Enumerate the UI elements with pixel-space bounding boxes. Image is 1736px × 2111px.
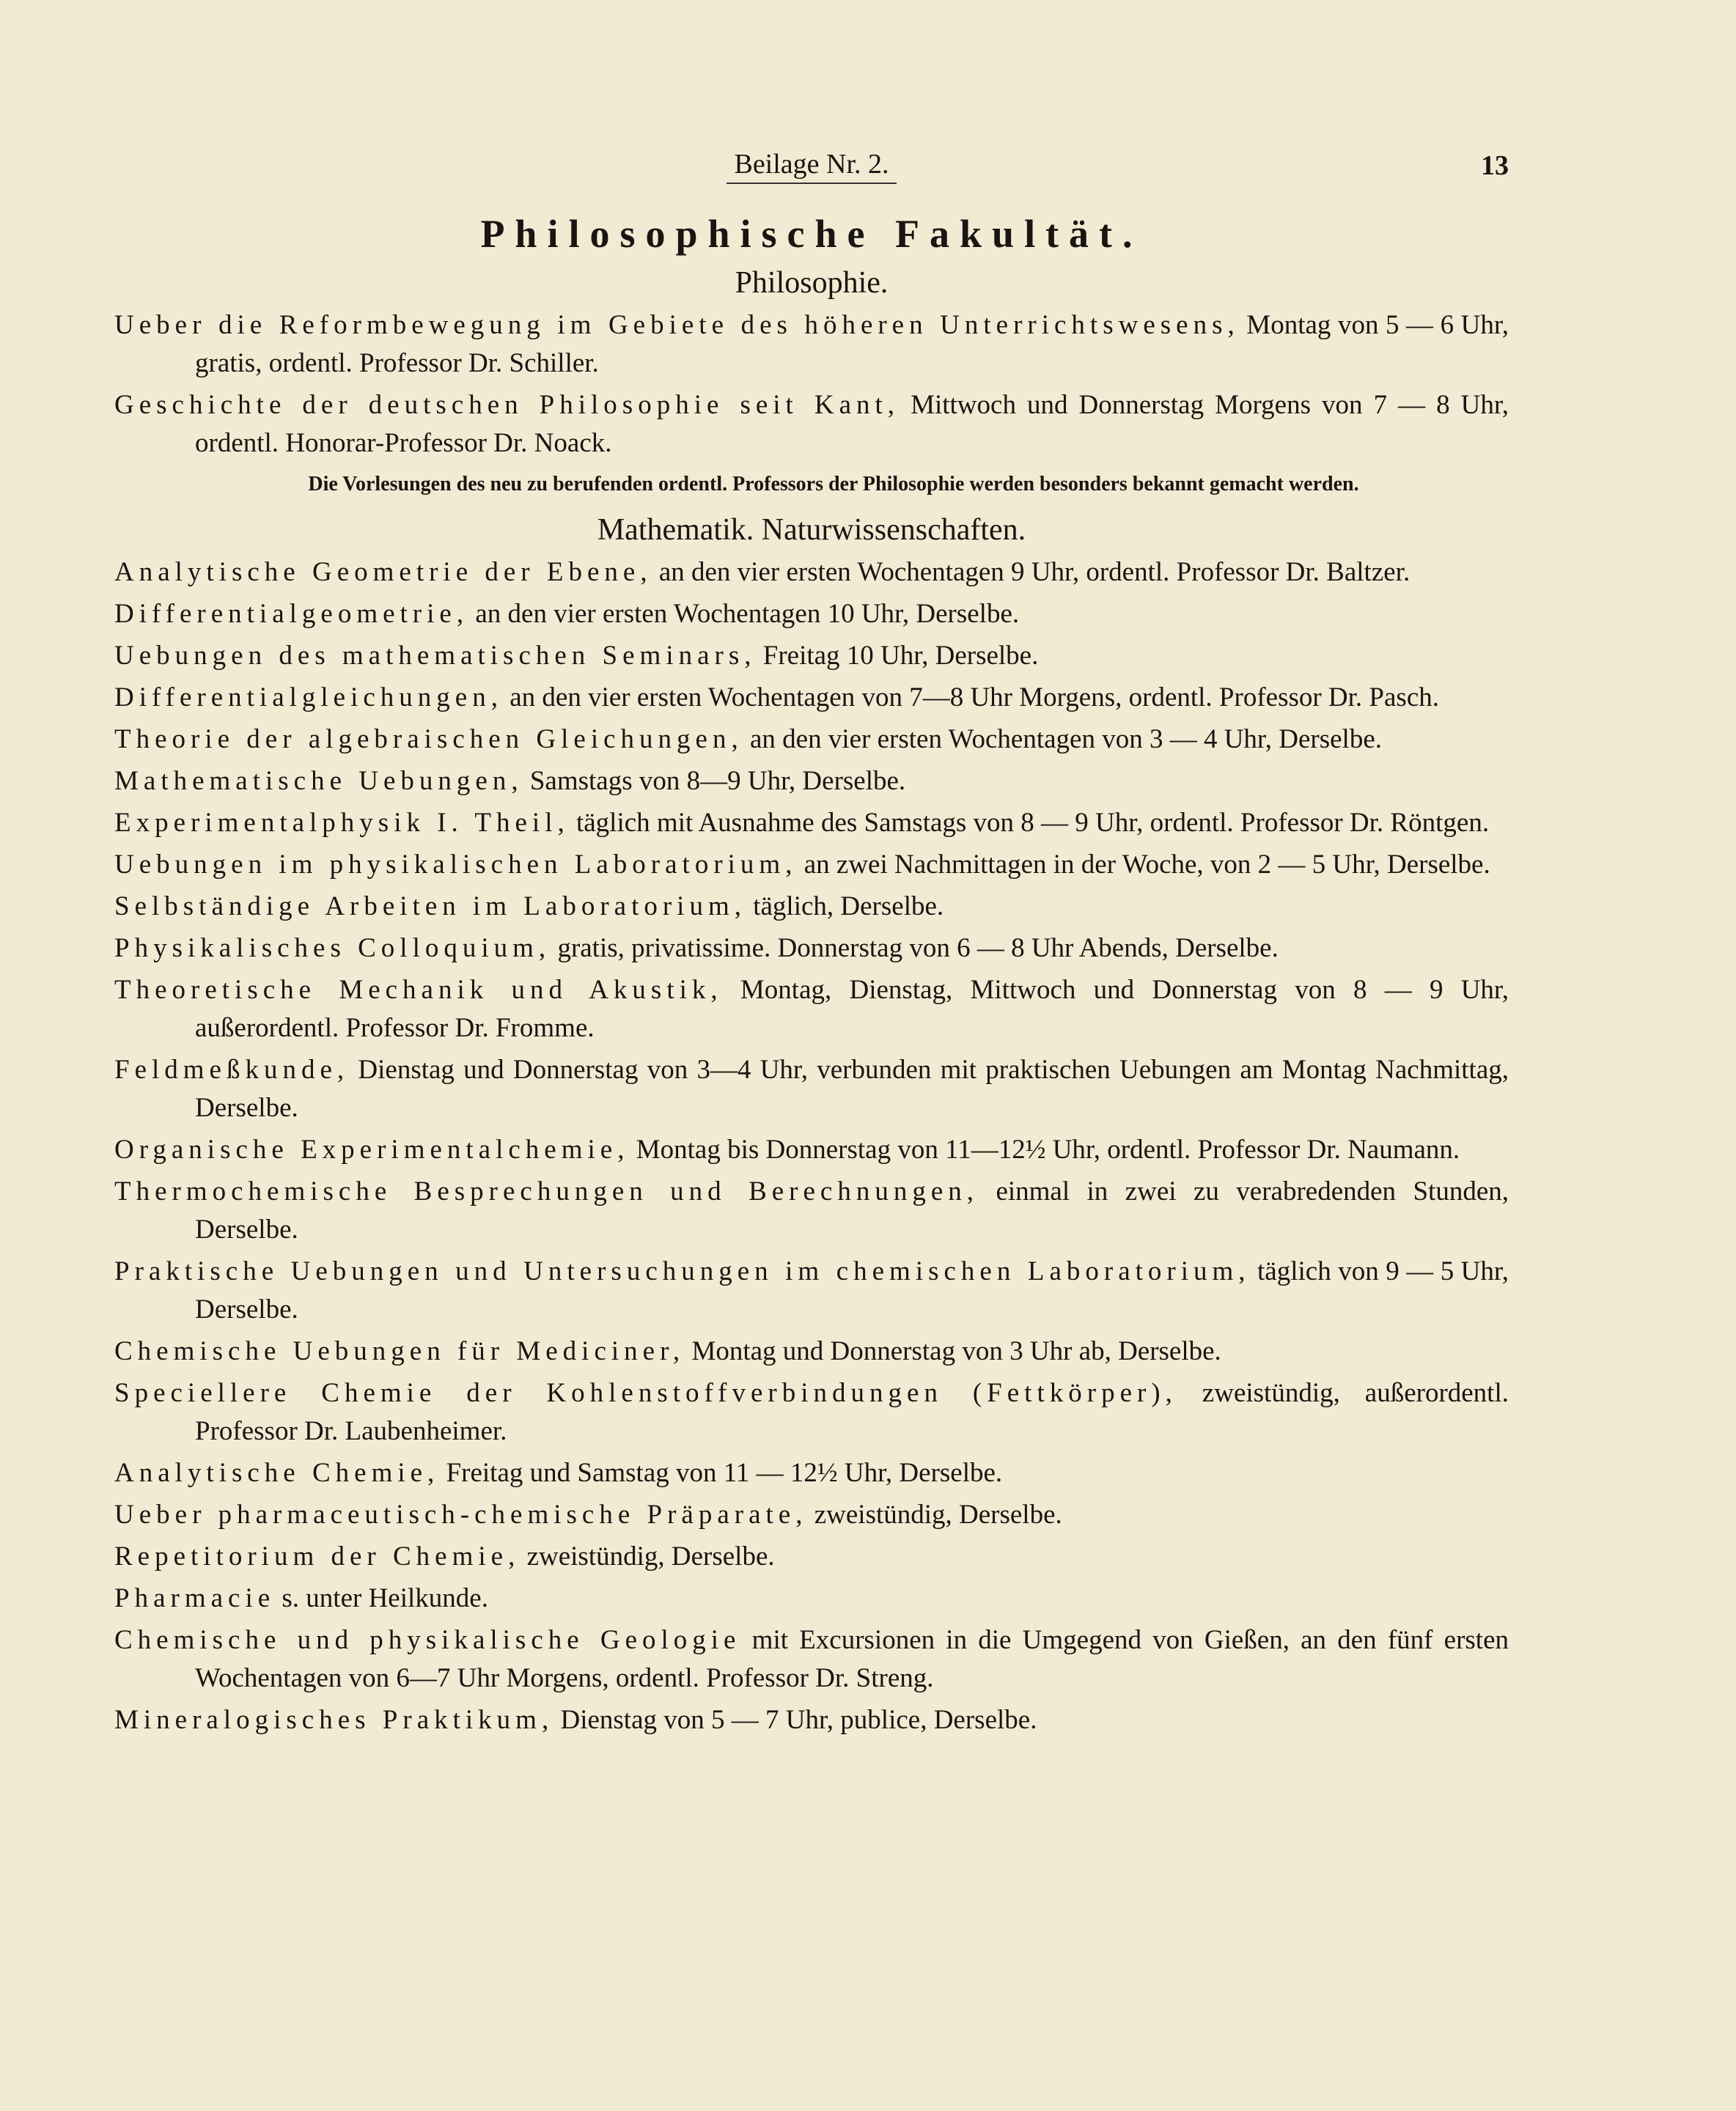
lecture-title: Ueber pharmaceutisch-chemische Präparate, xyxy=(114,1500,808,1530)
lecture-details: zweistündig, Derselbe. xyxy=(807,1500,1062,1530)
lecture-title: Chemische und physikalische Geologie xyxy=(114,1625,741,1655)
lecture-details: Montag und Donnerstag von 3 Uhr ab, Derselbe. xyxy=(685,1336,1221,1366)
lecture-details: täglich mit Ausnahme des Samstags von 8 — 9 Uhr, ordentl. Professor Dr. Röntgen. xyxy=(569,808,1490,838)
lecture-details: Freitag 10 Uhr, Derselbe. xyxy=(756,641,1039,671)
lecture-title: Differentialgeometrie, xyxy=(114,599,469,629)
lecture-details: zweistündig, außerordentl. Professor Dr. Laubenheimer. xyxy=(195,1378,1509,1446)
lecture-title: Ueber die Reformbewegung im Gebiete des höheren Unterrichtswesens, xyxy=(114,310,1240,340)
lecture-title: Theoretische Mechanik und Akustik, xyxy=(114,975,723,1005)
lecture-details: s. unter Heilkunde. xyxy=(275,1583,488,1613)
lecture-details: täglich, Derselbe. xyxy=(746,891,944,921)
lecture-details: an den vier ersten Wochentagen von 7—8 Uhr Morgens, ordentl. Professor Dr. Pasch. xyxy=(502,682,1440,712)
lecture-entry xyxy=(114,306,1509,383)
lecture-entry xyxy=(114,762,1509,800)
lecture-entry xyxy=(114,553,1509,592)
lecture-details: an den vier ersten Wochentagen 10 Uhr, Derselbe. xyxy=(468,599,1020,629)
lecture-entry xyxy=(114,386,1509,463)
section-heading: Mathematik. Naturwissenschaften. xyxy=(597,513,1026,547)
lecture-title: Praktische Uebungen und Untersuchungen im chemischen Laboratorium, xyxy=(114,1256,1251,1286)
lecture-entry xyxy=(114,971,1509,1047)
lecture-title: Thermochemische Besprechungen und Berechnungen, xyxy=(114,1176,979,1206)
lecture-entry xyxy=(114,1454,1509,1492)
lecture-entry xyxy=(114,929,1509,968)
lecture-title: Pharmacie xyxy=(114,1583,276,1613)
lecture-title: Organische Experimentalchemie, xyxy=(114,1135,630,1165)
lecture-entry xyxy=(114,721,1509,759)
lecture-title: Speciellere Chemie der Kohlenstoffverbindungen (Fettkörper), xyxy=(114,1378,1177,1408)
lecture-title: Differentialgleichungen, xyxy=(114,682,503,712)
lecture-details: gratis, privatissime. Donnerstag von 6 — 8 Uhr Abends, Derselbe. xyxy=(551,933,1279,963)
lecture-title: Experimentalphysik I. Theil, xyxy=(114,808,570,838)
lecture-details: Dienstag von 5 — 7 Uhr, publice, Derselbe. xyxy=(553,1705,1037,1735)
lecture-entry xyxy=(114,1253,1509,1329)
lecture-entry xyxy=(114,1621,1509,1698)
lecture-entry xyxy=(114,1496,1509,1534)
running-header xyxy=(114,139,1509,191)
lecture-details: Dienstag und Donnerstag von 3—4 Uhr, verbunden mit praktischen Uebungen am Montag Nachmittag, Derselbe. xyxy=(195,1055,1509,1123)
lecture-title: Mineralogisches Praktikum, xyxy=(114,1705,554,1735)
section-heading: Philosophie. xyxy=(735,266,889,300)
lecture-entry xyxy=(114,595,1509,633)
lecture-title: Theorie der algebraischen Gleichungen, xyxy=(114,724,743,754)
lecture-details: täglich von 9 — 5 Uhr, Derselbe. xyxy=(195,1256,1509,1325)
lecture-details: Montag von 5 — 6 Uhr, gratis, ordentl. Professor Dr. Schiller. xyxy=(195,310,1509,378)
lecture-entry xyxy=(114,1131,1509,1169)
lecture-title: Mathematische Uebungen, xyxy=(114,766,523,796)
page-number: 13 xyxy=(1481,150,1509,181)
lecture-details: mit Excursionen in die Umgegend von Gießen, an den fünf ersten Wochentagen von 6—7 Uhr Morgens, ordentl. Professor Dr. Streng. xyxy=(195,1625,1509,1693)
lecture-title: Feldmeßkunde, xyxy=(114,1055,350,1085)
lecture-details: zweistündig, Derselbe. xyxy=(520,1541,775,1572)
lecture-title: Geschichte der deutschen Philosophie seit Kant, xyxy=(114,390,900,420)
lecture-entry xyxy=(114,888,1509,926)
lecture-title: Physikalisches Colloquium, xyxy=(114,933,551,963)
section-note: Die Vorlesungen des neu zu berufenden ordentl. Professors der Philosophie werden besonders bekannt gemacht werden. xyxy=(308,473,1359,495)
lecture-details: Samstags von 8—9 Uhr, Derselbe. xyxy=(523,766,906,796)
lecture-entry xyxy=(114,1580,1509,1618)
sections xyxy=(114,265,1509,1739)
lecture-entry xyxy=(114,679,1509,717)
lecture-title: Uebungen des mathematischen Seminars, xyxy=(114,641,757,671)
lecture-entry xyxy=(114,1538,1509,1576)
lecture-details: an den vier ersten Wochentagen 9 Uhr, ordentl. Professor Dr. Baltzer. xyxy=(652,557,1410,587)
lecture-entry xyxy=(114,846,1509,884)
lecture-details: Freitag und Samstag von 11 — 12½ Uhr, Derselbe. xyxy=(439,1458,1003,1488)
lecture-title: Selbständige Arbeiten im Laboratorium, xyxy=(114,891,746,921)
faculty-title: Philosophische Fakultät. xyxy=(480,212,1143,256)
lecture-entry xyxy=(114,1173,1509,1249)
lecture-title: Chemische Uebungen für Mediciner, xyxy=(114,1336,685,1366)
lecture-entry xyxy=(114,804,1509,842)
lecture-details: Mittwoch und Donnerstag Morgens von 7 — 8 Uhr, ordentl. Honorar-Professor Dr. Noack. xyxy=(195,390,1509,458)
running-title: Beilage Nr. 2. xyxy=(727,149,896,184)
lecture-entry xyxy=(114,1333,1509,1371)
lecture-title: Repetitorium der Chemie, xyxy=(114,1541,521,1572)
lecture-entry xyxy=(114,637,1509,675)
document-page xyxy=(114,139,1509,1743)
lecture-entry xyxy=(114,1374,1509,1451)
lecture-entry xyxy=(114,1051,1509,1127)
lecture-title: Analytische Geometrie der Ebene, xyxy=(114,557,652,587)
lecture-details: an zwei Nachmittagen in der Woche, von 2 — 5 Uhr, Derselbe. xyxy=(797,850,1490,880)
lecture-details: Montag, Dienstag, Mittwoch und Donnerstag von 8 — 9 Uhr, außerordentl. Professor Dr. Fromme. xyxy=(195,975,1509,1043)
lecture-details: an den vier ersten Wochentagen von 3 — 4 Uhr, Derselbe. xyxy=(743,724,1383,754)
lecture-entry xyxy=(114,1701,1509,1739)
lecture-title: Uebungen im physikalischen Laboratorium, xyxy=(114,850,798,880)
lecture-details: Montag bis Donnerstag von 11—12½ Uhr, ordentl. Professor Dr. Naumann. xyxy=(629,1135,1460,1165)
lecture-details: einmal in zwei zu verabredenden Stunden, Derselbe. xyxy=(195,1176,1509,1245)
lecture-title: Analytische Chemie, xyxy=(114,1458,440,1488)
